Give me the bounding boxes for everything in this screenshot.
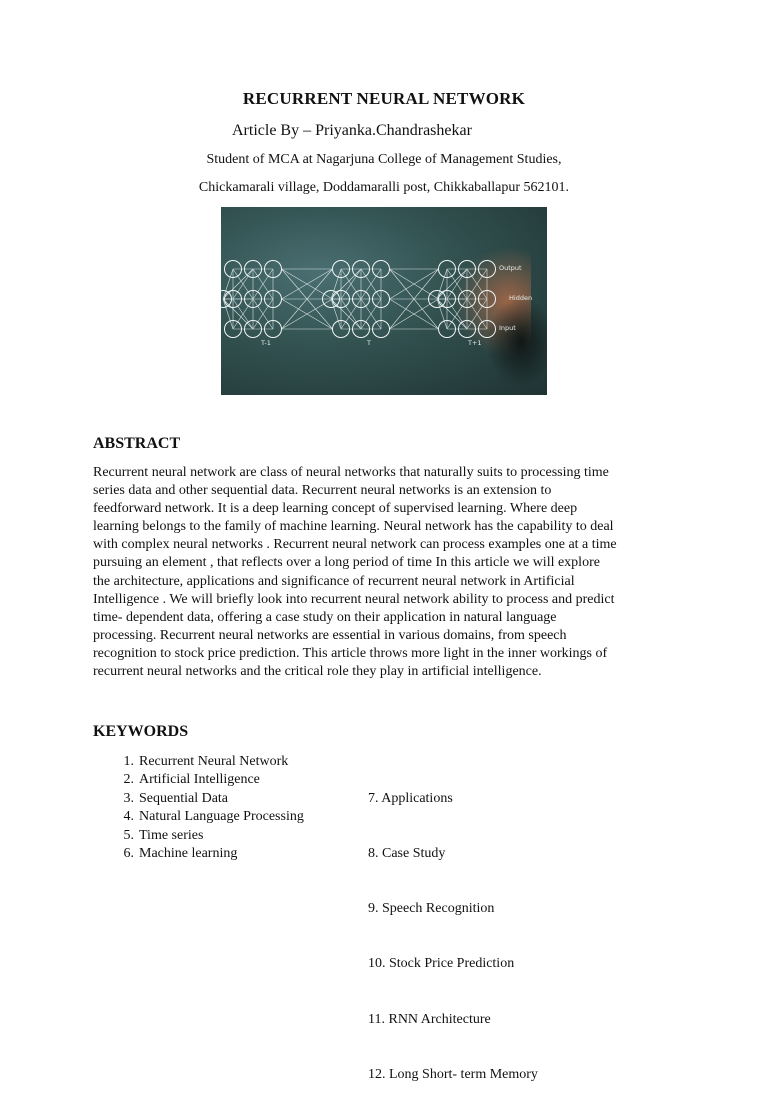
abstract-line: with complex neural networks . Recurrent neural network can process examples one at a time	[93, 537, 617, 553]
keywords-numbers	[110, 753, 134, 863]
label-hidden: Hidden	[509, 294, 533, 302]
keyword-item: Recurrent Neural Network	[139, 754, 289, 769]
abstract-line: series data and other sequential data. Recurrent neural networks is an extension to	[93, 483, 552, 499]
keyword-item: Artificial Intelligence	[139, 772, 260, 788]
paper-title: RECURRENT NEURAL NETWORK	[242, 89, 526, 108]
label-t-minus-1: T-1	[261, 339, 271, 347]
abstract-body	[93, 464, 693, 681]
abstract-line: feedforward network. It is a deep learning concept of supervised learning. Where deep	[93, 501, 578, 517]
abstract-line: the architecture, applications and significance of recurrent neural network in Artificial	[93, 573, 575, 589]
abstract-heading: ABSTRACT	[93, 435, 181, 452]
keyword-item: Sequential Data	[139, 790, 229, 806]
keyword-item: 9. Speech Recognition	[368, 901, 495, 917]
rnn-figure-image	[221, 207, 547, 395]
abstract-line: Intelligence . We will briefly look into recurrent neural network ability to process and predict	[93, 591, 615, 607]
abstract-line: learning belongs to the family of machine learning. Neural network has the capability to deal	[93, 519, 614, 535]
rnn-diagram	[221, 207, 547, 395]
keyword-number: 4.	[123, 809, 134, 825]
keyword-number: 3.	[123, 790, 134, 806]
keyword-number: 5.	[123, 827, 134, 843]
abstract-line: recurrent neural networks and the critical role they play in artificial intelligence.	[93, 664, 542, 680]
keyword-item: 11. RNN Architecture	[368, 1011, 491, 1027]
keyword-number: 6.	[123, 846, 134, 862]
author-byline: Article By – Priyanka.Chandrashekar	[232, 122, 472, 139]
label-output: Output	[499, 264, 522, 272]
keyword-item: Natural Language Processing	[139, 809, 304, 825]
abstract-line: processing. Recurrent neural networks are essential in various domains, from speech	[93, 627, 567, 643]
keyword-item: 10. Stock Price Prediction	[368, 956, 515, 972]
label-t-plus-1: T+1	[468, 339, 482, 347]
keyword-item: 12. Long Short- term Memory	[368, 1066, 538, 1082]
affiliation-line-1: Student of MCA at Nagarjuna College of Management Studies,	[206, 152, 562, 167]
affiliation-line-2: Chickamarali village, Doddamaralli post, Chikkaballapur 562101.	[198, 180, 570, 195]
abstract-line: recognition to stock price prediction. This article throws more light in the inner workings of	[93, 645, 608, 661]
abstract-line: pursuing an element , that reflects over a long period of time In this article we will explore	[93, 555, 600, 571]
keywords-heading: KEYWORDS	[93, 723, 189, 740]
abstract-line: time- dependent data, offering a case study on their application in natural language	[93, 609, 557, 625]
keyword-item: Machine learning	[139, 846, 238, 862]
label-t: T	[367, 339, 371, 347]
keyword-item: 8. Case Study	[368, 846, 446, 862]
abstract-line: Recurrent neural network are class of neural networks that naturally suits to processing time	[93, 465, 609, 480]
keywords-left-column	[139, 753, 304, 863]
keyword-item: 7. Applications	[368, 790, 453, 806]
keyword-item: Time series	[139, 827, 204, 843]
keywords-right-column	[368, 753, 538, 1103]
keyword-number: 1.	[123, 754, 134, 769]
label-input: Input	[499, 324, 516, 332]
keyword-number: 2.	[123, 772, 134, 788]
